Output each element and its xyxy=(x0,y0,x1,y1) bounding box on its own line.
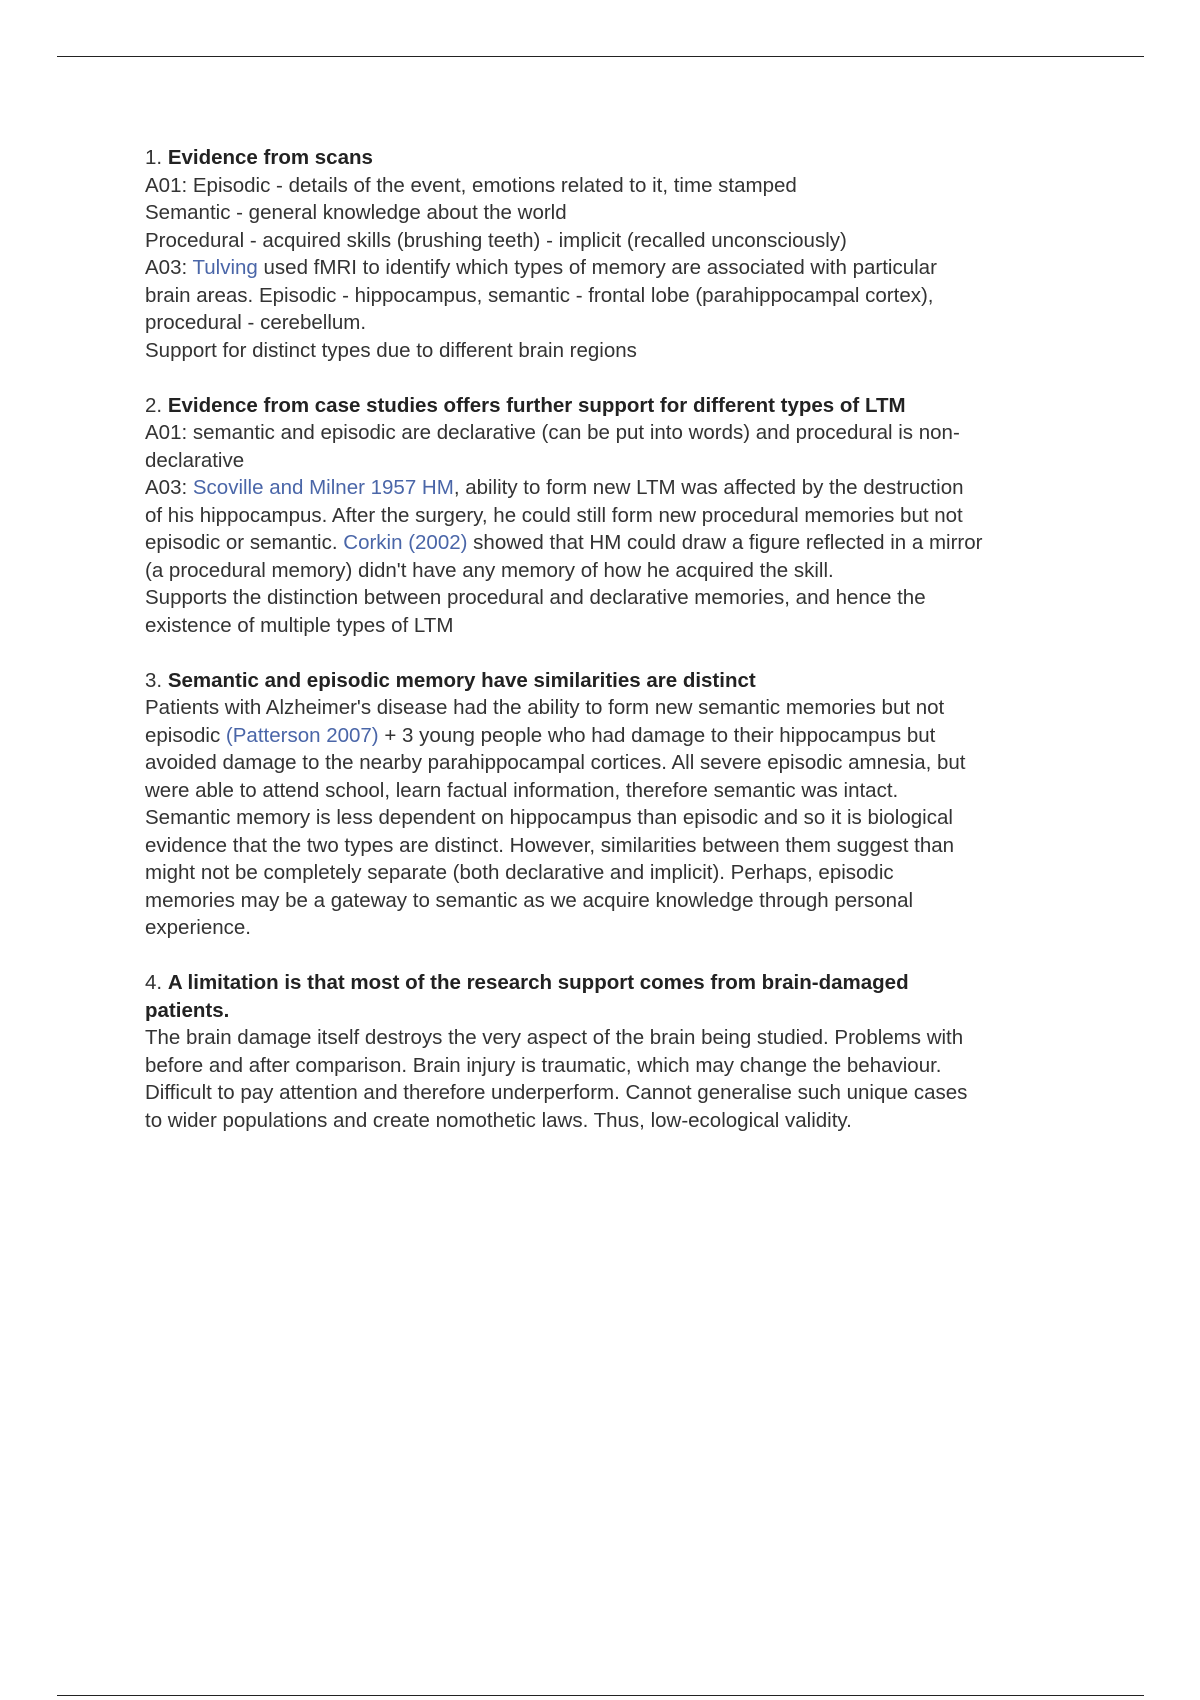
body-text: experience. xyxy=(145,916,251,939)
section-number: 2. xyxy=(145,393,163,417)
section-heading xyxy=(145,969,1075,997)
body-line xyxy=(145,1079,1075,1107)
body-text: Difficult to pay attention and therefore underperform. Cannot generalise such unique cases xyxy=(145,1081,968,1104)
body-text: existence of multiple types of LTM xyxy=(145,613,454,637)
body-text: A01: Episodic - details of the event, emotions related to it, time stamped xyxy=(145,173,797,197)
section-heading-text: Evidence from case studies offers further support for different types of LTM xyxy=(167,393,906,417)
section-heading-text: patients. xyxy=(145,998,230,1022)
body-line xyxy=(145,254,1075,282)
body-line xyxy=(145,1052,1075,1080)
body-text: declarative xyxy=(145,448,245,472)
section-heading-text: Semantic and episodic memory have similarities are distinct xyxy=(167,668,756,692)
section-heading xyxy=(145,667,1075,695)
section-heading xyxy=(145,144,1075,172)
body-line xyxy=(145,529,1075,557)
body-text: Semantic - general knowledge about the world xyxy=(145,201,567,224)
body-line xyxy=(145,474,1075,502)
citation-reference: (Patterson 2007) xyxy=(225,723,379,747)
body-text: Support for distinct types due to different brain regions xyxy=(145,338,637,362)
body-text: might not be completely separate (both declarative and implicit). Perhaps, episodic xyxy=(145,861,894,884)
body-text: of his hippocampus. After the surgery, he could still form new procedural memories but not xyxy=(145,503,963,527)
body-text: A03: xyxy=(145,476,193,499)
body-text: episodic xyxy=(145,723,226,747)
body-line xyxy=(145,227,1075,255)
body-line xyxy=(145,502,1075,530)
body-text: to wider populations and create nomothetic laws. Thus, low-ecological validity. xyxy=(145,1108,852,1132)
body-line xyxy=(145,777,1075,805)
section-number: 1. xyxy=(145,146,163,169)
body-line xyxy=(145,282,1075,310)
body-text: Semantic memory is less dependent on hippocampus than episodic and so it is biological xyxy=(145,806,953,829)
body-line xyxy=(145,447,1075,475)
body-line xyxy=(145,694,1075,722)
body-line xyxy=(145,914,1075,942)
body-line xyxy=(145,832,1075,860)
body-text: A03: xyxy=(145,256,193,279)
body-line xyxy=(145,612,1075,640)
citation-reference: Corkin (2002) xyxy=(343,531,468,554)
section-heading-text: Evidence from scans xyxy=(167,146,373,169)
section-1 xyxy=(145,144,1075,364)
body-line xyxy=(145,804,1075,832)
body-text: A01: semantic and episodic are declarative (can be put into words) and procedural is non- xyxy=(145,421,960,444)
citation-reference: Scoville and Milner 1957 HM xyxy=(192,476,454,499)
body-text: brain areas. Episodic - hippocampus, semantic - frontal lobe (parahippocampal cortex), xyxy=(145,283,934,307)
body-line xyxy=(145,722,1075,750)
body-text: episodic or semantic. xyxy=(145,531,344,554)
body-text: Patients with Alzheimer's disease had the ability to form new semantic memories but not xyxy=(145,696,945,719)
body-line xyxy=(145,557,1075,585)
body-text: (a procedural memory) didn't have any memory of how he acquired the skill. xyxy=(145,558,834,582)
body-text: avoided damage to the nearby parahippocampal cortices. All severe episodic amnesia, but xyxy=(145,751,966,774)
section-2 xyxy=(145,392,1075,640)
bottom-rule xyxy=(57,1695,1144,1696)
body-line xyxy=(145,172,1075,200)
body-line xyxy=(145,309,1075,337)
section-heading xyxy=(145,392,1075,420)
body-text: before and after comparison. Brain injury is traumatic, which may change the behaviour. xyxy=(145,1053,942,1077)
body-line xyxy=(145,749,1075,777)
body-line xyxy=(145,859,1075,887)
body-text: used fMRI to identify which types of memory are associated with particular xyxy=(257,256,937,279)
body-text: Supports the distinction between procedural and declarative memories, and hence the xyxy=(145,586,926,609)
citation-reference: Tulving xyxy=(192,256,258,279)
section-number: 4. xyxy=(145,971,163,994)
body-text: Procedural - acquired skills (brushing teeth) - implicit (recalled unconsciously) xyxy=(145,228,847,252)
section-4 xyxy=(145,969,1075,1134)
body-line xyxy=(145,584,1075,612)
body-text: evidence that the two types are distinct. However, similarities between them suggest than xyxy=(145,833,955,857)
top-rule xyxy=(57,56,1144,57)
body-line xyxy=(145,1107,1075,1135)
body-text: + 3 young people who had damage to their hippocampus but xyxy=(378,723,936,747)
body-text: The brain damage itself destroys the very aspect of the brain being studied. Problems with xyxy=(145,1026,964,1049)
document-body xyxy=(145,144,1075,1162)
body-text: showed that HM could draw a figure reflected in a mirror xyxy=(467,531,983,554)
section-heading xyxy=(145,997,1075,1025)
body-text: were able to attend school, learn factual information, therefore semantic was intact. xyxy=(145,778,899,802)
body-text: memories may be a gateway to semantic as we acquire knowledge through personal xyxy=(145,888,914,912)
body-line xyxy=(145,887,1075,915)
body-line xyxy=(145,199,1075,227)
body-text: , ability to form new LTM was affected by the destruction xyxy=(453,476,964,499)
body-line xyxy=(145,419,1075,447)
body-line xyxy=(145,1024,1075,1052)
body-line xyxy=(145,337,1075,365)
section-heading-text: A limitation is that most of the research support comes from brain-damaged xyxy=(167,971,909,994)
section-number: 3. xyxy=(145,668,163,692)
section-3 xyxy=(145,667,1075,942)
body-text: procedural - cerebellum. xyxy=(145,311,367,334)
